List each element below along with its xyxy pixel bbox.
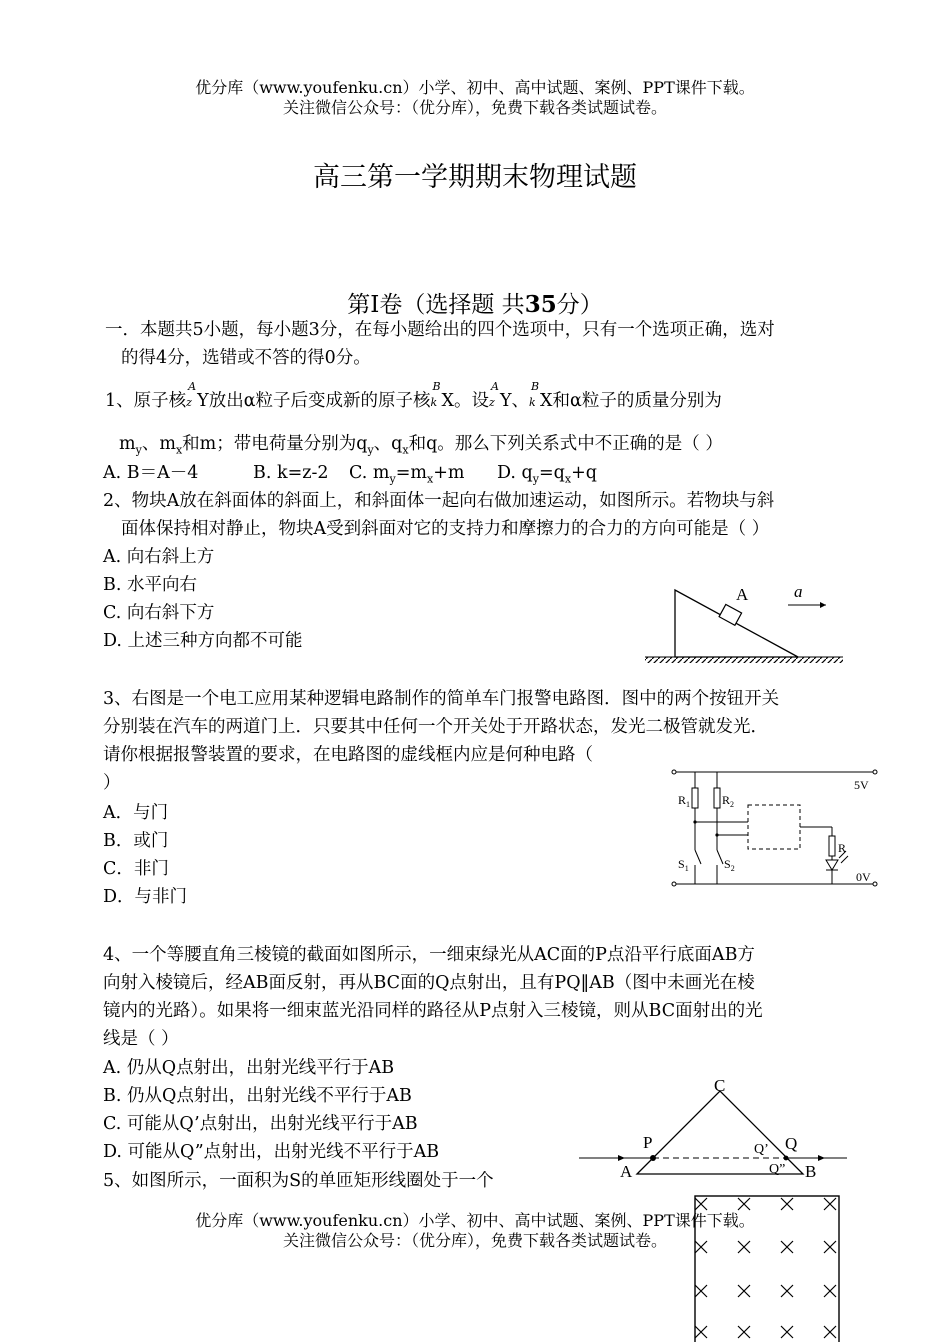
label-q: Q [785,1134,798,1153]
section-label: 第Ⅰ卷（选择题 共 [347,292,525,318]
instructions-line-1: 一．本题共5小题，每小题3分，在每小题给出的四个选项中，只有一个选项正确，选对 [105,320,775,340]
q3-option-c: C．非门 [103,859,169,879]
label-c: C [714,1076,726,1095]
instructions-line-2: 的得4分，选错或不答的得0分。 [121,348,371,368]
header-line-1: 优分库（www.youfenku.cn）小学、初中、高中试题、案例、PPT课件下载。 [195,78,755,97]
label-q-double-prime: Q” [769,1162,786,1177]
accel-label: a [794,582,803,601]
block-a [719,604,742,625]
q1-option-c: C. $m_y=m_x+m$ [349,463,465,486]
q3-line-1: 3、右图是一个电工应用某种逻辑电路制作的简单车门报警电路图．图中的两个按钮开关 [103,689,780,709]
label-a: A [620,1162,633,1181]
label-0v: 0V [856,870,871,884]
nuclide-y-1: A z [186,380,197,409]
block-label: A [736,585,749,604]
q3-option-d: D．与非门 [103,887,188,907]
ground-hatch [645,657,843,663]
q2-option-a: A. 向右斜上方 [103,547,215,567]
q4-line-2: 向射入棱镜后，经AB面反射，再从BC面的Q点射出，且有PQ‖AB（图中未画光在棱 [103,973,755,993]
q2-line-1: 2、物块A放在斜面体的斜面上，和斜面体一起向右做加速运动，如图所示。若物块与斜 [103,491,775,511]
q1-line-2: $m_y$、$m_x$和m；带电荷量分别为$q_y$、$q_x$和q。那么下列关系式中不正确的是（ ） [119,434,723,457]
switch-s1 [695,850,701,864]
label-q-prime: Q’ [754,1142,769,1157]
page-title: 高三第一学期期末物理试题 [313,162,637,193]
label-b: B [805,1162,817,1181]
footer-line-1: 优分库（www.youfenku.cn）小学、初中、高中试题、案例、PPT课件下载。 [195,1211,755,1230]
q4-line-4: 线是（ ） [103,1029,179,1049]
nuclide-x-1: B k [430,380,441,409]
q2-line-2: 面体保持相对静止，物块A受到斜面对它的支持力和摩擦力的合力的方向可能是（ ） [121,519,770,539]
label-r2: $R_2$ [722,793,735,809]
header-line-2: 关注微信公众号：（优分库），免费下载各类试题试卷。 [282,98,667,117]
circuit-figure [668,762,883,892]
q3-line-4: ） [103,773,121,793]
q2-option-c: C. 向右斜下方 [103,603,215,623]
section-label-end: 分） [556,292,603,318]
q1-option-d: D. $q_y=q_x+q$ [497,463,597,486]
label-s2: $S_2$ [724,857,735,873]
point-p [650,1155,656,1161]
label-5v: 5V [854,778,869,792]
q4-line-3: 镜内的光路）。如果将一细束蓝光沿同样的路径从P点射入三棱镜，则从BC面射出的光 [103,1001,763,1021]
q1-option-a: A. B＝A－4 [103,463,199,483]
q4-line-1: 4、一个等腰直角三棱镜的截面如图所示，一细束绿光从AC面的P点沿平行底面AB方 [103,945,755,965]
q3-option-a: A．与门 [103,803,169,823]
q3-line-3: 请你根据报警装置的要求，在电路图的虚线框内应是何种电路（ [103,745,593,765]
label-r: R [838,841,847,855]
label-r1: $R_1$ [678,793,691,809]
q3-line-2: 分别装在汽车的两道门上．只要其中任何一个开关处于开路状态，发光二极管就发光． [103,717,768,737]
section-heading [0,286,950,319]
nuclide-y-2: A z [488,380,499,409]
q4-option-a: A. 仍从Q点射出，出射光线平行于AB [103,1058,395,1078]
footer-line-2: 关注微信公众号：（优分库），免费下载各类试题试卷。 [282,1231,667,1250]
incline-figure [640,575,850,670]
label-p: P [643,1133,653,1152]
q2-option-b: B. 水平向右 [103,575,197,595]
label-s1: $S_1$ [678,857,689,873]
logic-gate-box [748,805,800,849]
q4-option-c: C. 可能从Q’点射出，出射光线平行于AB [103,1114,418,1134]
switch-s2 [717,850,723,864]
q5-line-1: 5、如图所示，一面积为S的单匝矩形线圈处于一个 [103,1171,494,1191]
q1-line-1: 1、原子核 A z Y放出α粒子后变成新的原子核 B k X。设 A z Y、 B k X和α粒子的质量分别为 [105,387,722,415]
q4-option-b: B. 仍从Q点射出，出射光线不平行于AB [103,1086,412,1106]
led-diode [826,860,838,870]
q2-option-d: D. 上述三种方向都不可能 [103,631,303,651]
q4-option-d: D. 可能从Q”点射出，出射光线不平行于AB [103,1142,440,1162]
nuclide-x-2: B k [529,380,540,409]
q1-option-b: B. k=z-2 [253,463,329,483]
section-score: 35 [524,291,557,318]
q3-option-b: B．或门 [103,831,169,851]
prism-figure [575,1075,855,1185]
point-q [784,1156,789,1161]
